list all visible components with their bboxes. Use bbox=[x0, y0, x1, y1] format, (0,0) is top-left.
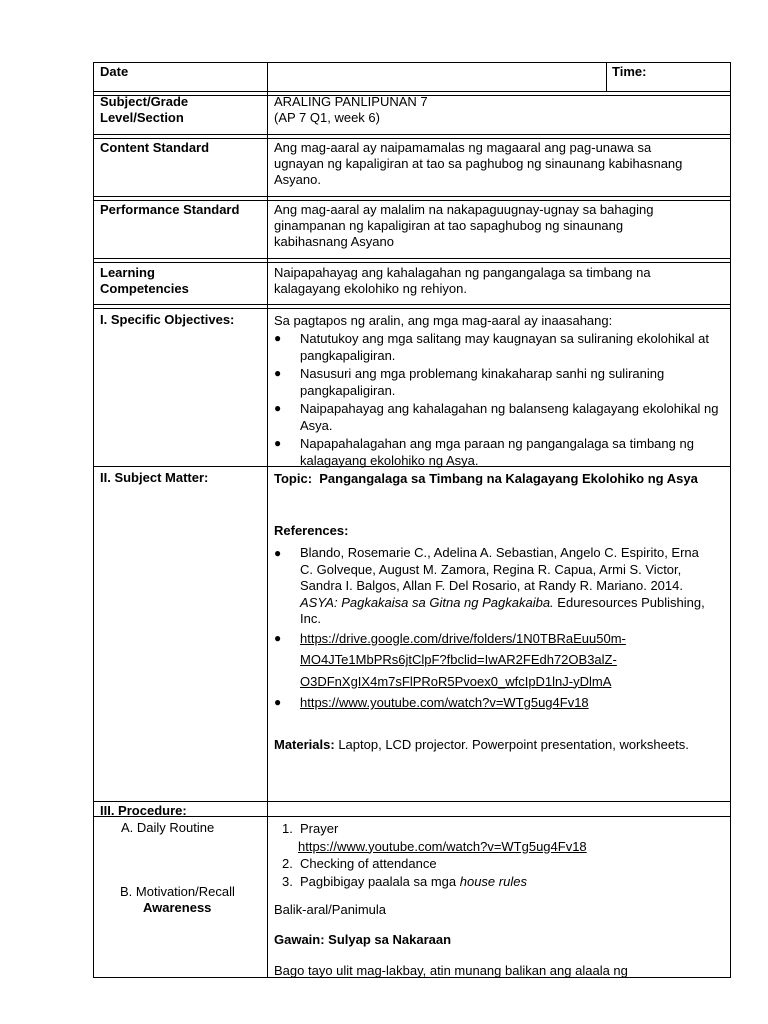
materials-label: Materials: bbox=[274, 737, 335, 752]
row-divider bbox=[94, 308, 730, 309]
performance-standard-value: Ang mag-aaral ay malalim na nakapaguugnay-ugnay sa bahaging ginampanan ng kapaligiran at tao sapaghubog ng sinaunang kabihasnang Asyano bbox=[274, 202, 654, 249]
prayer-link[interactable]: https://www.youtube.com/watch?v=WTg5ug4Fv18 bbox=[298, 838, 587, 854]
row-divider bbox=[94, 138, 730, 139]
topic-label: Topic: bbox=[274, 471, 313, 486]
daily-routine-label: A. Daily Routine bbox=[121, 820, 215, 835]
balik-aral: Balik-aral/Panimula bbox=[274, 902, 386, 917]
awareness-label: Awareness bbox=[143, 900, 212, 915]
reference-item bbox=[274, 628, 714, 693]
objectives-list bbox=[274, 330, 719, 470]
subject-line1: ARALING PANLIPUNAN 7 bbox=[274, 94, 428, 109]
subject-value bbox=[274, 94, 714, 126]
row-divider bbox=[94, 304, 730, 305]
objectives-value bbox=[274, 312, 719, 470]
content-standard-value: Ang mag-aaral ay naipamamalas ng magaaral ang pag-unawa sa ugnayan ng kapaligiran at tao sa paghubog ng sinaunang kabihasnang Asyano. bbox=[274, 140, 683, 187]
row-divider bbox=[94, 801, 730, 802]
gawain-heading: Gawain: Sulyap sa Nakaraan bbox=[274, 932, 452, 947]
procedure-value bbox=[274, 820, 714, 979]
youtube-link[interactable]: https://www.youtube.com/watch?v=WTg5ug4Fv18 bbox=[300, 695, 589, 710]
topic-text: Pangangalaga sa Timbang na Kalagayang Ekolohiko ng Asya bbox=[319, 471, 698, 486]
row-divider bbox=[94, 134, 730, 135]
performance-standard-label: Performance Standard bbox=[100, 202, 240, 217]
time-label: Time: bbox=[612, 64, 647, 79]
objective-item: ● Naipapahayag ang kahalagahan ng balanseng kalagayang ekolohikal ng Asya. bbox=[274, 400, 719, 435]
bago-text: Bago tayo ulit mag-lakbay, atin munang balikan ang alaala ng bbox=[274, 963, 628, 978]
topic bbox=[274, 470, 714, 488]
objectives-label: I. Specific Objectives: bbox=[100, 312, 235, 327]
reference-item bbox=[274, 545, 714, 628]
lesson-plan-table bbox=[93, 62, 731, 978]
references-list bbox=[274, 545, 714, 713]
reference-authors: Blando, Rosemarie C., Adelina A. Sebastian, Angelo C. Espirito, Erna C. Golveque, August M. Zamora, Regina R. Capua, Armi S. Victor, Sandra I. Balgos, Allan F. Del Rosario, at Randy R. Mariano. 2014. bbox=[300, 545, 699, 593]
learning-competencies-value: Naipapahayag ang kahalagahan ng pangangalaga sa timbang na kalagayang ekolohiko ng rehiyon. bbox=[274, 265, 651, 296]
row-divider bbox=[94, 258, 730, 259]
subject-label: Subject/Grade Level/Section bbox=[100, 94, 189, 125]
reference-title: ASYA: Pagkakaisa sa Gitna ng Pagkakaiba. bbox=[300, 594, 554, 610]
objective-item: ● Natutukoy ang mga salitang may kaugnayan sa suliraning ekolohikal at pangkapaligiran. bbox=[274, 330, 719, 365]
drive-link[interactable]: https://drive.google.com/drive/folders/1N0TBRaEuu50m- MO4JTe1MbPRs6jtClpF?fbclid=IwAR2FEdh72OB3alZ- O3DFnXgIX4m7sFlPRoR5Pvoex0_wfcIpD1lnJ-yDlmA bbox=[300, 630, 626, 689]
references-label: References: bbox=[274, 523, 349, 538]
materials-text: Laptop, LCD projector. Powerpoint presentation, worksheets. bbox=[338, 737, 689, 752]
procedure-steps bbox=[274, 820, 714, 890]
objective-item: ● Nasusuri ang mga problemang kinakaharap sanhi ng suliraning pangkapaligiran. bbox=[274, 365, 719, 400]
row-divider bbox=[94, 200, 730, 201]
motivation-label: B. Motivation/Recall bbox=[120, 884, 235, 899]
objective-item: ● Napapahalagahan ang mga paraan ng pangangalaga sa timbang ng kalagayang ekolohiko ng Asya. bbox=[274, 435, 719, 470]
row-divider bbox=[94, 196, 730, 197]
content-standard-label: Content Standard bbox=[100, 140, 210, 155]
learning-competencies-label: Learning Competencies bbox=[100, 265, 189, 296]
objectives-intro: Sa pagtapos ng aralin, ang mga mag-aaral ay inaasahang: bbox=[274, 313, 613, 328]
row-divider bbox=[94, 262, 730, 263]
subject-line2: (AP 7 Q1, week 6) bbox=[274, 110, 380, 125]
subject-matter-value bbox=[274, 470, 714, 756]
time-divider bbox=[606, 63, 607, 92]
procedure-step: 3. Pagbibigay paalala sa mga house rules bbox=[282, 873, 527, 889]
reference-publisher: Eduresources Publishing, Inc. bbox=[300, 594, 705, 626]
subject-matter-label: II. Subject Matter: bbox=[100, 470, 209, 485]
procedure-step: 2. Checking of attendance bbox=[282, 856, 437, 871]
date-label: Date bbox=[100, 64, 129, 79]
materials bbox=[274, 733, 714, 756]
row-divider bbox=[94, 816, 730, 817]
row-divider bbox=[94, 91, 730, 92]
procedure-label: III. Procedure: bbox=[100, 803, 187, 818]
procedure-step: 1. Prayer https://www.youtube.com/watch?v=WTg5ug4Fv18 bbox=[282, 821, 587, 854]
reference-item bbox=[274, 692, 714, 713]
